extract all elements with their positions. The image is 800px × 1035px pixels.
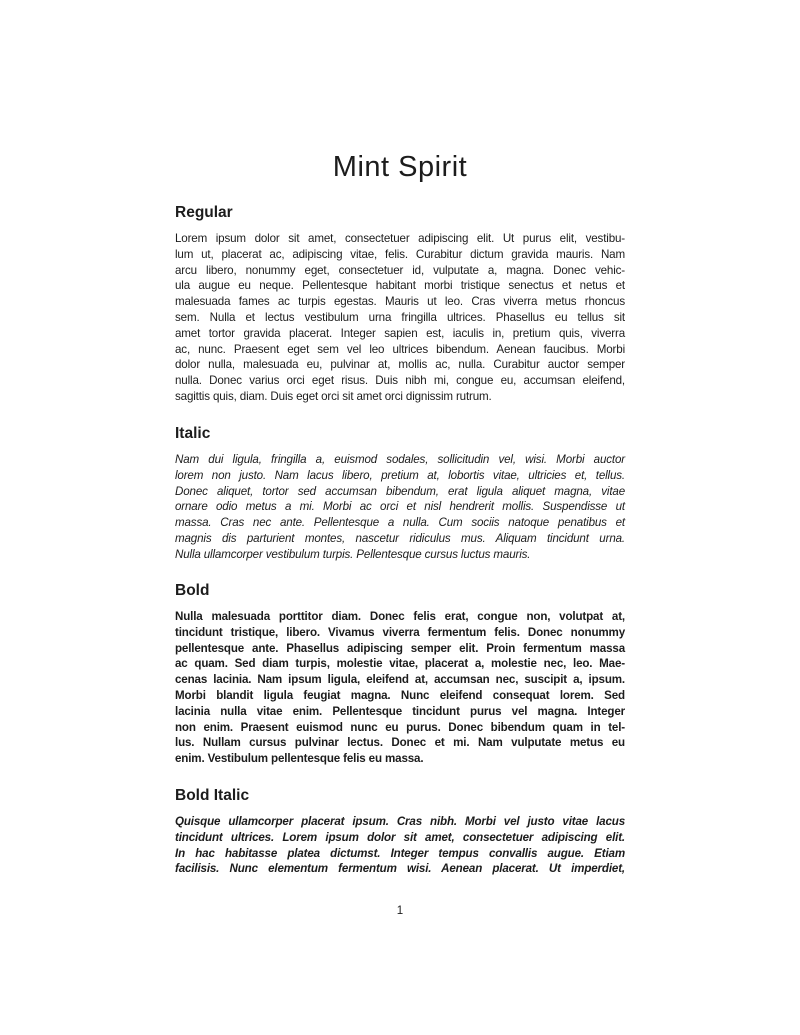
text-line: massa. Cras nec ante. Pellentesque a nulla. Cum sociis natoque penatibus et [175,516,625,530]
text-line: Nam dui ligula, fringilla a, euismod sodales, sollicitudin vel, wisi. Morbi auctor [175,453,625,466]
text-line: sem. Nulla et lectus vestibulum urna fringilla ultrices. Phasellus eu tellus sit [175,310,625,324]
section-heading-italic: Italic [175,425,211,442]
text-line: In hac habitasse platea dictumst. Integer tempus convallis augue. Etiam [175,846,625,860]
section-heading-bold-italic: Bold Italic [175,787,250,804]
text-line: facilisis. Nunc elementum fermentum wisi. Aenean placerat. Ut imperdiet, [175,862,625,876]
section-heading-regular: Regular [175,204,233,221]
text-line: ula augue eu neque. Pellentesque habitant morbi tristique senectus et netus et [175,279,625,293]
text-line: malesuada fames ac turpis egestas. Mauris ut leo. Cras viverra metus rhoncus [175,295,625,309]
paragraph-regular [175,231,625,405]
text-line: lorem non justo. Nam lacus libero, pretium at, lobortis vitae, ultricies et, tellus. [175,468,625,482]
text-line: dolor nulla, malesuada eu, pulvinar at, mollis ac, nulla. Curabitur auctor semper [175,358,625,372]
paragraph-bold-italic [175,814,625,877]
page-number: 1 [396,905,404,917]
text-line: nulla. Donec varius orci eget risus. Duis nibh mi, congue eu, accumsan eleifend, [175,374,625,388]
section-italic [175,424,625,563]
text-line: Nulla malesuada porttitor diam. Donec felis erat, congue non, volutpat at, [175,610,625,623]
section-heading-bold: Bold [175,582,210,599]
text-line: Quisque ullamcorper placerat ipsum. Cras nibh. Morbi vel justo vitae lacus [175,815,625,828]
text-line: Lorem ipsum dolor sit amet, consectetuer adipiscing elit. Ut purus elit, vestibu- [175,232,625,245]
text-line: lum ut, placerat ac, adipiscing vitae, felis. Curabitur dictum gravida mauris. Nam [175,247,625,261]
section-regular [175,203,625,405]
text-line: Nulla ullamcorper vestibulum turpis. Pellentesque cursus luctus mauris. [175,547,531,561]
text-line: cenas lacinia. Nam ipsum ligula, eleifend at, accumsan nec, suscipit a, ipsum. [175,673,625,687]
text-line: lacinia nulla vitae enim. Pellentesque tincidunt purus vel magna. Integer [175,704,625,718]
text-line: ornare odio metus a mi. Morbi ac orci et nisl hendrerit mollis. Suspendisse ut [175,500,625,514]
text-line: Morbi blandit ligula feugiat magna. Nunc eleifend consequat lorem. Sed [175,688,625,702]
text-line: amet tortor gravida placerat. Integer sapien est, iaculis in, pretium quis, viverra [175,326,625,340]
text-line: Donec aliquet, tortor sed accumsan bibendum, erat ligula aliquet magna, vitae [175,484,625,498]
section-bold-italic [175,786,625,877]
text-line: ac, nunc. Praesent eget sem vel leo ultrices bibendum. Aenean faucibus. Morbi [175,342,625,356]
section-bold [175,581,625,767]
text-line: pellentesque ante. Phasellus adipiscing semper elit. Proin fermentum massa [175,641,625,655]
text-line: ac quam. Sed diam turpis, molestie vitae, placerat a, molestie nec, leo. Mae- [175,657,625,671]
paragraph-bold [175,609,625,767]
text-line: tincidunt ultrices. Lorem ipsum dolor sit amet, consectetuer adipiscing elit. [175,830,625,844]
text-line: lus. Nullam cursus pulvinar lectus. Donec et mi. Nam vulputate metus eu [175,736,625,750]
font-specimen-title: Mint Spirit [332,151,468,183]
text-line: enim. Vestibulum pellentesque felis eu massa. [175,752,424,766]
text-line: magnis dis parturient montes, nascetur ridiculus mus. Aliquam tincidunt urna. [175,531,625,545]
text-line: non enim. Praesent euismod nunc eu purus. Donec bibendum quam in tel- [175,720,625,734]
text-line: tincidunt tristique, libero. Vivamus viverra fermentum felis. Donec nonummy [175,625,625,639]
paragraph-italic [175,452,625,563]
text-line: sagittis quis, diam. Duis eget orci sit amet orci dignissim rutrum. [175,389,492,403]
text-line: arcu libero, nonummy eget, consectetuer id, vulputate a, magna. Donec vehic- [175,263,625,277]
